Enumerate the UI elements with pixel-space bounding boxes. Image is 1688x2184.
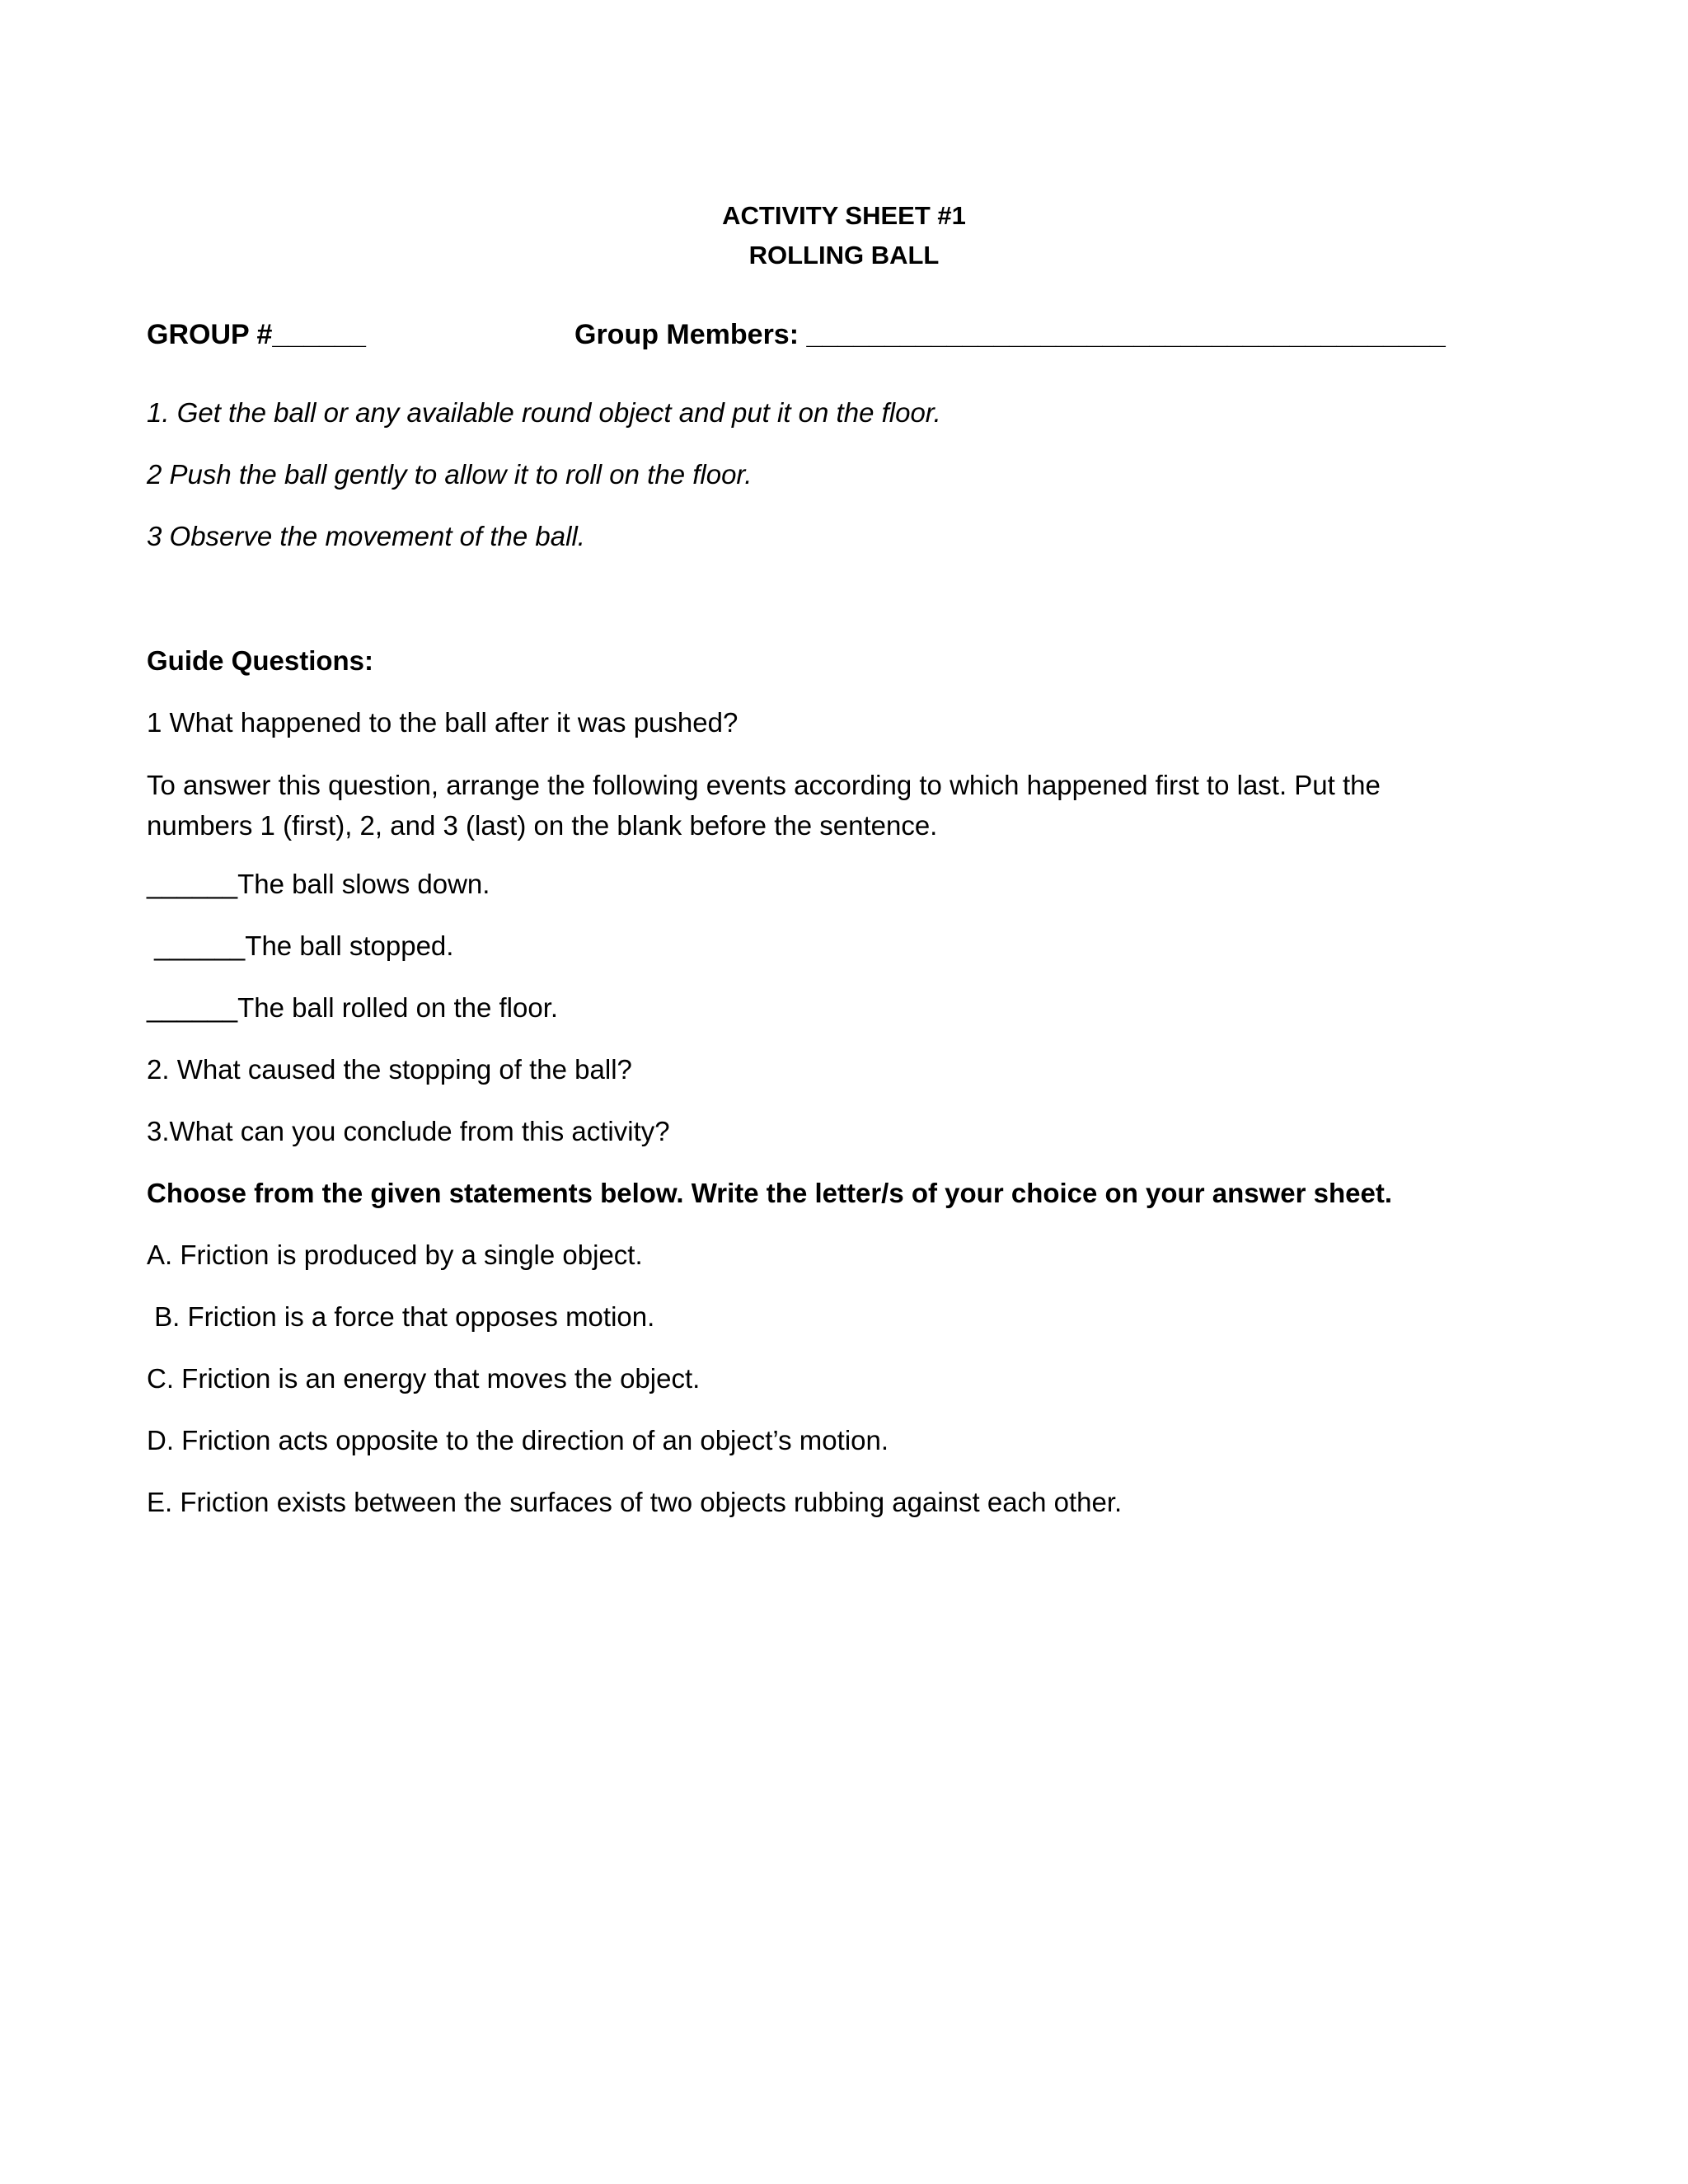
choice-item: B. Friction is a force that opposes motion. [147, 1301, 655, 1332]
guide-questions-heading: Guide Questions: [147, 645, 374, 676]
guide-question-2: 2. What caused the stopping of the ball? [147, 1054, 632, 1085]
procedure-step: 1. Get the ball or any available round object and put it on the floor. [147, 397, 941, 428]
choices-instruction: Choose from the given statements below. Write the letter/s of your choice on your answer sheet. [147, 1178, 1392, 1208]
guide-question-1: 1 What happened to the ball after it was pushed? [147, 707, 738, 738]
choice-item: D. Friction acts opposite to the direction of an object’s motion. [147, 1425, 889, 1455]
procedure-step: 2 Push the ball gently to allow it to roll on the floor. [147, 459, 753, 490]
sheet-subtitle: ROLLING BALL [748, 241, 940, 269]
choice-item: A. Friction is produced by a single object. [147, 1240, 643, 1270]
group-members-field: Group Members: _________________________________________ [574, 319, 1446, 350]
event-item: ______The ball rolled on the floor. [147, 992, 559, 1023]
ordering-instruction: To answer this question, arrange the following events according to which happened first to last. Put the numbers 1 (first), 2, and 3 (last) on the blank before the sentence. [147, 770, 1381, 841]
guide-question-3: 3.What can you conclude from this activity? [147, 1116, 670, 1146]
group-number-field: GROUP #______ [147, 319, 366, 350]
choice-item: C. Friction is an energy that moves the object. [147, 1363, 701, 1394]
procedure-step: 3 Observe the movement of the ball. [147, 521, 585, 551]
event-item: ______The ball stopped. [147, 930, 454, 961]
choice-item: E. Friction exists between the surfaces of two objects rubbing against each other. [147, 1487, 1123, 1517]
event-item: ______The ball slows down. [147, 869, 490, 899]
sheet-title: ACTIVITY SHEET #1 [722, 201, 966, 230]
